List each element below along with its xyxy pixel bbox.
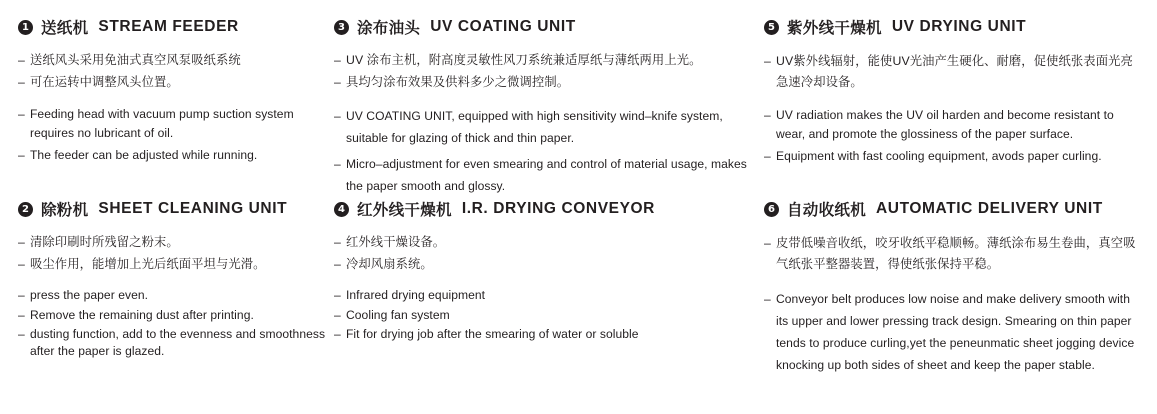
column-3	[764, 0, 1144, 414]
list-item: – Conveyor belt produces low noise and make delivery smooth with its upper and lower pressing track design. Smearing on thin paper tends to produce curling,yet the peneunmatic sheet jogging device knocking up both sides of sheet and keep the paper stable.	[764, 288, 1144, 376]
list-item: – UV COATING UNIT, equipped with high sensitivity wind–knife system, suitable for glazing of thick and thin paper.	[334, 105, 754, 149]
list-item: – UV紫外线辐射，能使UV光油产生硬化、耐磨，促使纸张表面光亮急速冷却设备。	[764, 51, 1144, 93]
section-title-cn: 自动收纸机	[787, 202, 867, 219]
section-title-cn: 紫外线干燥机	[787, 20, 882, 37]
list-item: – 清除印刷时所残留之粉末。	[18, 233, 328, 252]
list-item: – dusting function, add to the evenness and smoothness after the paper is glazed.	[18, 326, 328, 359]
section-number-badge: 2	[18, 202, 33, 217]
section-sheet-cleaning-unit	[18, 198, 328, 362]
list-item: – Micro–adjustment for even smearing and control of material usage, makes the paper smooth and glossy.	[334, 153, 754, 197]
section-cn-list	[334, 233, 754, 274]
column-2	[334, 0, 754, 414]
section-en-list	[18, 287, 328, 359]
list-item: – The feeder can be adjusted while running.	[18, 146, 328, 165]
section-number-badge: 1	[18, 20, 33, 35]
section-heading	[334, 198, 754, 220]
section-en-list	[764, 106, 1144, 166]
section-heading	[334, 16, 754, 38]
list-item: – Equipment with fast cooling equipment, avods paper curling.	[764, 147, 1144, 166]
section-heading	[18, 198, 328, 220]
section-cn-list	[18, 233, 328, 274]
list-item: – Fit for drying job after the smearing of water or soluble	[334, 326, 754, 343]
list-item: – Infrared drying equipment	[334, 287, 754, 304]
column-1	[18, 0, 328, 414]
section-number-badge: 5	[764, 20, 779, 35]
section-uv-coating-unit	[334, 16, 754, 201]
list-item: – 皮带低噪音收纸，咬牙收纸平稳顺畅。薄纸涂布易生卷曲，真空吸气纸张平整器装置，得使纸张保持平稳。	[764, 233, 1144, 275]
section-en-list	[764, 288, 1144, 376]
list-item: – Remove the remaining dust after printing.	[18, 307, 328, 324]
section-stream-feeder	[18, 16, 328, 168]
section-en-list	[334, 105, 754, 197]
list-item: – 红外线干燥设备。	[334, 233, 754, 252]
list-item: – UV 涂布主机，附高度灵敏性风刀系统兼适厚纸与薄纸两用上光。	[334, 51, 754, 70]
section-heading	[764, 16, 1144, 38]
list-item: – UV radiation makes the UV oil harden and become resistant to wear, and promote the glossiness of the paper surface.	[764, 106, 1144, 144]
section-heading	[764, 198, 1144, 220]
section-cn-list	[334, 51, 754, 92]
list-item: – Feeding head with vacuum pump suction system requires no lubricant of oil.	[18, 105, 328, 143]
section-title-cn: 送纸机	[41, 20, 89, 37]
section-title-en: UV DRYING UNIT	[891, 18, 1027, 35]
section-title-en: I.R. DRYING CONVEYOR	[461, 200, 655, 217]
list-item: – Cooling fan system	[334, 307, 754, 324]
list-item: – 具均匀涂布效果及供料多少之微调控制。	[334, 73, 754, 92]
section-cn-list	[764, 51, 1144, 93]
section-title-en: UV COATING UNIT	[430, 18, 576, 35]
section-cn-list	[18, 51, 328, 92]
section-en-list	[334, 287, 754, 343]
section-cn-list	[764, 233, 1144, 275]
section-ir-drying-conveyor	[334, 198, 754, 346]
section-title-en: STREAM FEEDER	[98, 18, 239, 35]
section-number-badge: 3	[334, 20, 349, 35]
section-en-list	[18, 105, 328, 165]
section-uv-drying-unit	[764, 16, 1144, 169]
section-title-en: AUTOMATIC DELIVERY UNIT	[876, 200, 1103, 217]
section-automatic-delivery-unit	[764, 198, 1144, 380]
section-title-cn: 红外线干燥机	[357, 202, 452, 219]
section-number-badge: 4	[334, 202, 349, 217]
list-item: – 冷却风扇系统。	[334, 255, 754, 274]
section-title-cn: 除粉机	[41, 202, 89, 219]
section-heading	[18, 16, 328, 38]
section-title-cn: 涂布油头	[357, 20, 421, 37]
list-item: – 吸尘作用，能增加上光后纸面平坦与光滑。	[18, 255, 328, 274]
section-number-badge: 6	[764, 202, 779, 217]
list-item: – press the paper even.	[18, 287, 328, 304]
list-item: – 可在运转中调整风头位置。	[18, 73, 328, 92]
section-title-en: SHEET CLEANING UNIT	[98, 200, 288, 217]
list-item: – 送纸风头采用免油式真空风泵吸纸系统	[18, 51, 328, 70]
